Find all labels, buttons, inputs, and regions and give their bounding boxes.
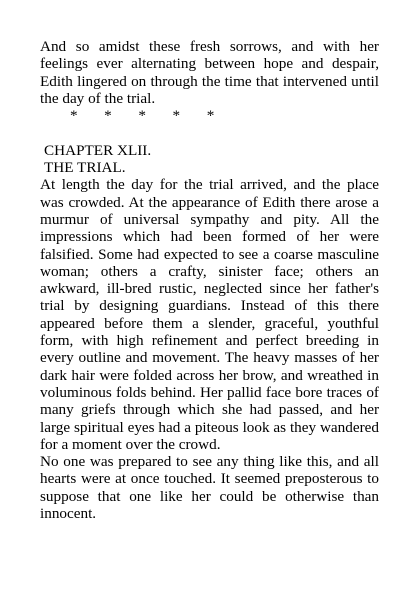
chapter-title: THE TRIAL.: [44, 159, 126, 177]
paragraph-edith-lingered: And so amidst these fresh sorrows, and with her feelings ever alternating between hope and despair, Edith lingered on through the time that intervened until the day of the trial.: [40, 38, 379, 107]
chapter-number: CHAPTER XLII.: [44, 141, 152, 159]
document-page: [40, 38, 379, 522]
paragraph-hearts-touched: No one was prepared to see any thing like this, and all hearts were at once touched. It seemed preposterous to suppose that one like her could be otherwise than innocent.: [40, 453, 379, 523]
section-separator: * * * * *: [70, 107, 215, 125]
blank-line: [40, 124, 379, 141]
paragraph-trial-day: At length the day for the trial arrived, and the place was crowded. At the appearance of Edith there arose a murmur of universal sympathy and pity. All the impressions which had been formed of her were falsified. Some had expected to see a coarse masculine woman; others a crafty, sinister face; others an awkward, ill-bred rustic, neglected since her father's trial by designing guardians. Instead of this there appeared before them a slender, graceful, youthful form, with high refinement and perfect breeding in every outline and movement. The heavy masses of her dark hair were folded across her brow, and wreathed in voluminous folds behind. Her pallid face bore traces of many griefs through which she had passed, and her large spiritual eyes had a piteous look as they wandered for a moment over the crowd.: [40, 176, 379, 453]
